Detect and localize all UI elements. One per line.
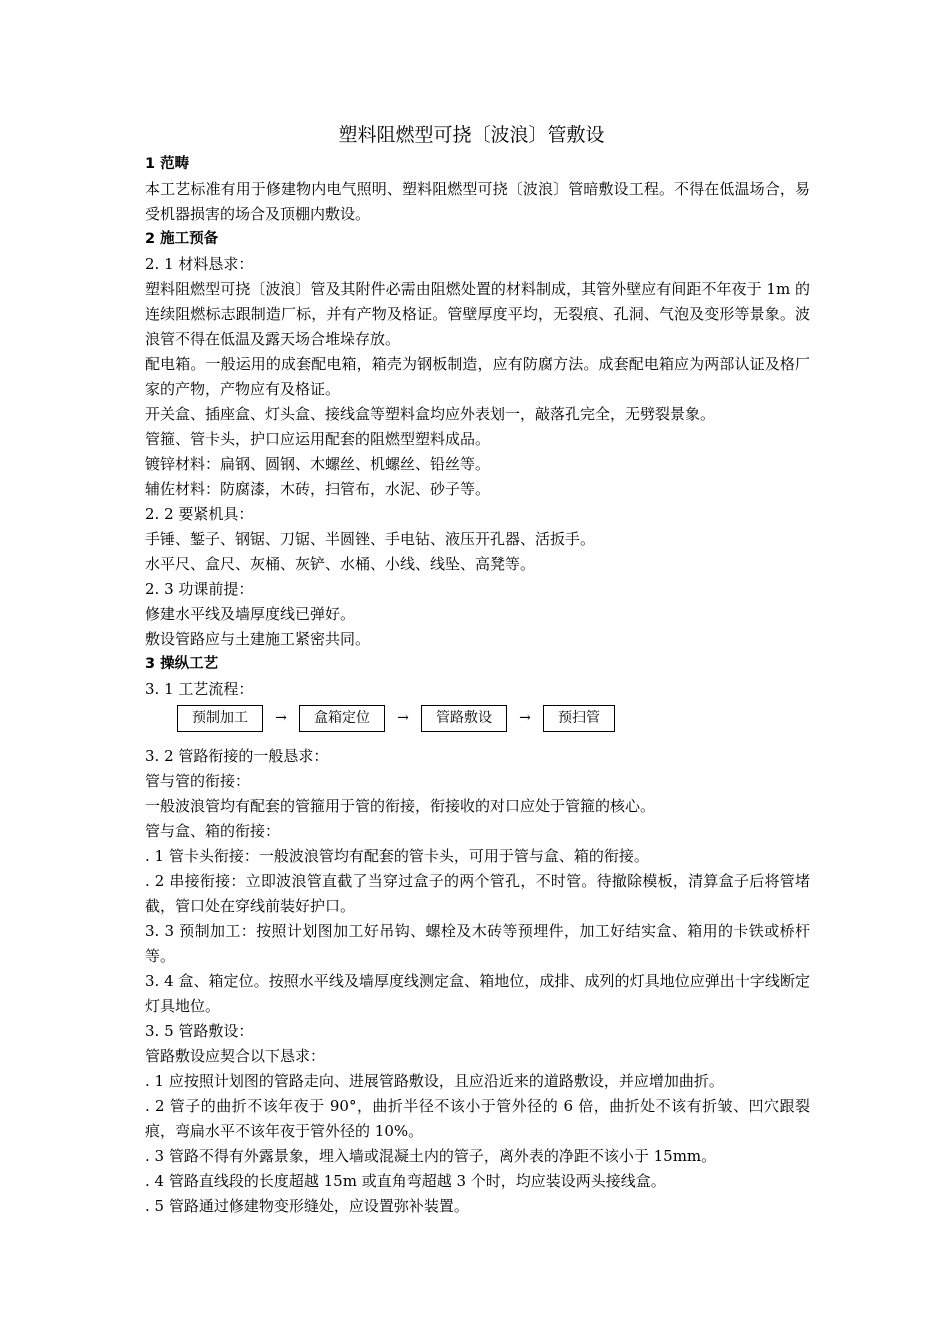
document-page bbox=[145, 120, 810, 1219]
paragraph: . 3 管路不得有外露景象，埋入墙或混凝土内的管子，离外表的净距不该小于 15mm。 bbox=[145, 1147, 717, 1165]
subsection-heading: 2. 3 功课前提： bbox=[145, 580, 254, 598]
paragraph: 水平尺、盒尺、灰桶、灰铲、水桶、小线、线坠、高凳等。 bbox=[145, 555, 536, 573]
section-heading-1: 1 范畴 bbox=[145, 156, 190, 172]
section-heading-2: 2 施工预备 bbox=[145, 231, 219, 247]
paragraph: . 4 管路直线段的长度超越 15m 或直角弯超越 3 个时，均应装设两头接线盒。 bbox=[145, 1172, 666, 1190]
flow-step-box: 预扫管 bbox=[543, 705, 615, 732]
paragraph: 手锤、錾子、钢锯、刀锯、半圆锉、手电钻、液压开孔器、活扳手。 bbox=[145, 530, 596, 548]
arrow-right-icon: → bbox=[275, 709, 287, 726]
paragraph: 开关盒、插座盒、灯头盒、接线盒等塑料盒均应外表划一，敲落孔完全，无劈裂景象。 bbox=[145, 405, 716, 423]
subsection-heading: 3. 2 管路衔接的一般恳求： bbox=[145, 747, 329, 765]
paragraph: 辅佐材料：防腐漆，木砖，扫管布，水泥、砂子等。 bbox=[145, 480, 491, 498]
paragraph: 一般波浪管均有配套的管箍用于管的衔接，衔接收的对口应处于管箍的核心。 bbox=[145, 797, 656, 815]
paragraph: . 2 管子的曲折不该年夜于 90°，曲折半径不该小于管外径的 6 倍，曲折处不该有折皱、凹穴跟裂痕，弯扁水平不该年夜于管外径的 10%。 bbox=[145, 1097, 810, 1140]
paragraph: . 1 应按照计划图的管路走向、进展管路敷设，且应沿近来的道路敷设，并应增加曲折。 bbox=[145, 1072, 724, 1090]
subsection-heading: 3. 5 管路敷设： bbox=[145, 1022, 254, 1040]
arrow-right-icon: → bbox=[397, 709, 409, 726]
subsection-heading: 3. 1 工艺流程： bbox=[145, 680, 254, 698]
flow-step-box: 管路敷设 bbox=[421, 705, 507, 732]
paragraph: 修建水平线及墙厚度线已弹好。 bbox=[145, 605, 356, 623]
paragraph: 管与盒、箱的衔接： bbox=[145, 822, 281, 840]
paragraph: 管路敷设应契合以下恳求： bbox=[145, 1047, 326, 1065]
paragraph: . 1 管卡头衔接：一般波浪管均有配套的管卡头，可用于管与盒、箱的衔接。 bbox=[145, 847, 649, 865]
section-heading-3: 3 操纵工艺 bbox=[145, 656, 219, 672]
process-flow bbox=[177, 702, 810, 734]
paragraph: . 2 串接衔接：立即波浪管直截了当穿过盒子的两个管孔，不时管。待撤除模板，清算盒子后将管堵截，管口处在穿线前装好护口。 bbox=[145, 872, 810, 915]
paragraph: 配电箱。一般运用的成套配电箱，箱壳为钢板制造，应有防腐方法。成套配电箱应为两部认证及格厂家的产物，产物应有及格证。 bbox=[145, 355, 810, 398]
flow-step-box: 预制加工 bbox=[177, 705, 263, 732]
subsection-heading: 2. 1 材料恳求： bbox=[145, 255, 254, 273]
subsection-heading: 2. 2 要紧机具： bbox=[145, 505, 254, 523]
paragraph: 管与管的衔接： bbox=[145, 772, 251, 790]
paragraph: 3. 4 盒、箱定位。按照水平线及墙厚度线测定盒、箱地位，成排、成列的灯具地位应弹出十字线断定灯具地位。 bbox=[145, 972, 810, 1015]
paragraph: 塑料阻燃型可挠〔波浪〕管及其附件必需由阻燃处置的材料制成，其管外壁应有间距不年夜于 1m 的连续阻燃标志跟制造厂标，并有产物及格证。管壁厚度平均，无裂痕、孔洞、气泡及变形等景象。波浪管不得在低温及露天场合堆垛存放。 bbox=[145, 280, 810, 348]
paragraph: 管箍、管卡头，护口应运用配套的阻燃型塑料成品。 bbox=[145, 430, 491, 448]
arrow-right-icon: → bbox=[519, 709, 531, 726]
document-title: 塑料阻燃型可挠〔波浪〕管敷设 bbox=[338, 124, 605, 146]
paragraph: 镀锌材料：扁钢、圆钢、木螺丝、机螺丝、铅丝等。 bbox=[145, 455, 491, 473]
paragraph: 3. 3 预制加工：按照计划图加工好吊钩、螺栓及木砖等预埋件，加工好结实盒、箱用的卡铁或桥杆等。 bbox=[145, 922, 810, 965]
flow-step-box: 盒箱定位 bbox=[299, 705, 385, 732]
paragraph: . 5 管路通过修建物变形缝处，应设置弥补装置。 bbox=[145, 1197, 469, 1215]
paragraph: 敷设管路应与土建施工紧密共同。 bbox=[145, 630, 371, 648]
paragraph: 本工艺标准有用于修建物内电气照明、塑料阻燃型可挠〔波浪〕管暗敷设工程。不得在低温场合，易受机器损害的场合及顶棚内敷设。 bbox=[145, 180, 810, 223]
